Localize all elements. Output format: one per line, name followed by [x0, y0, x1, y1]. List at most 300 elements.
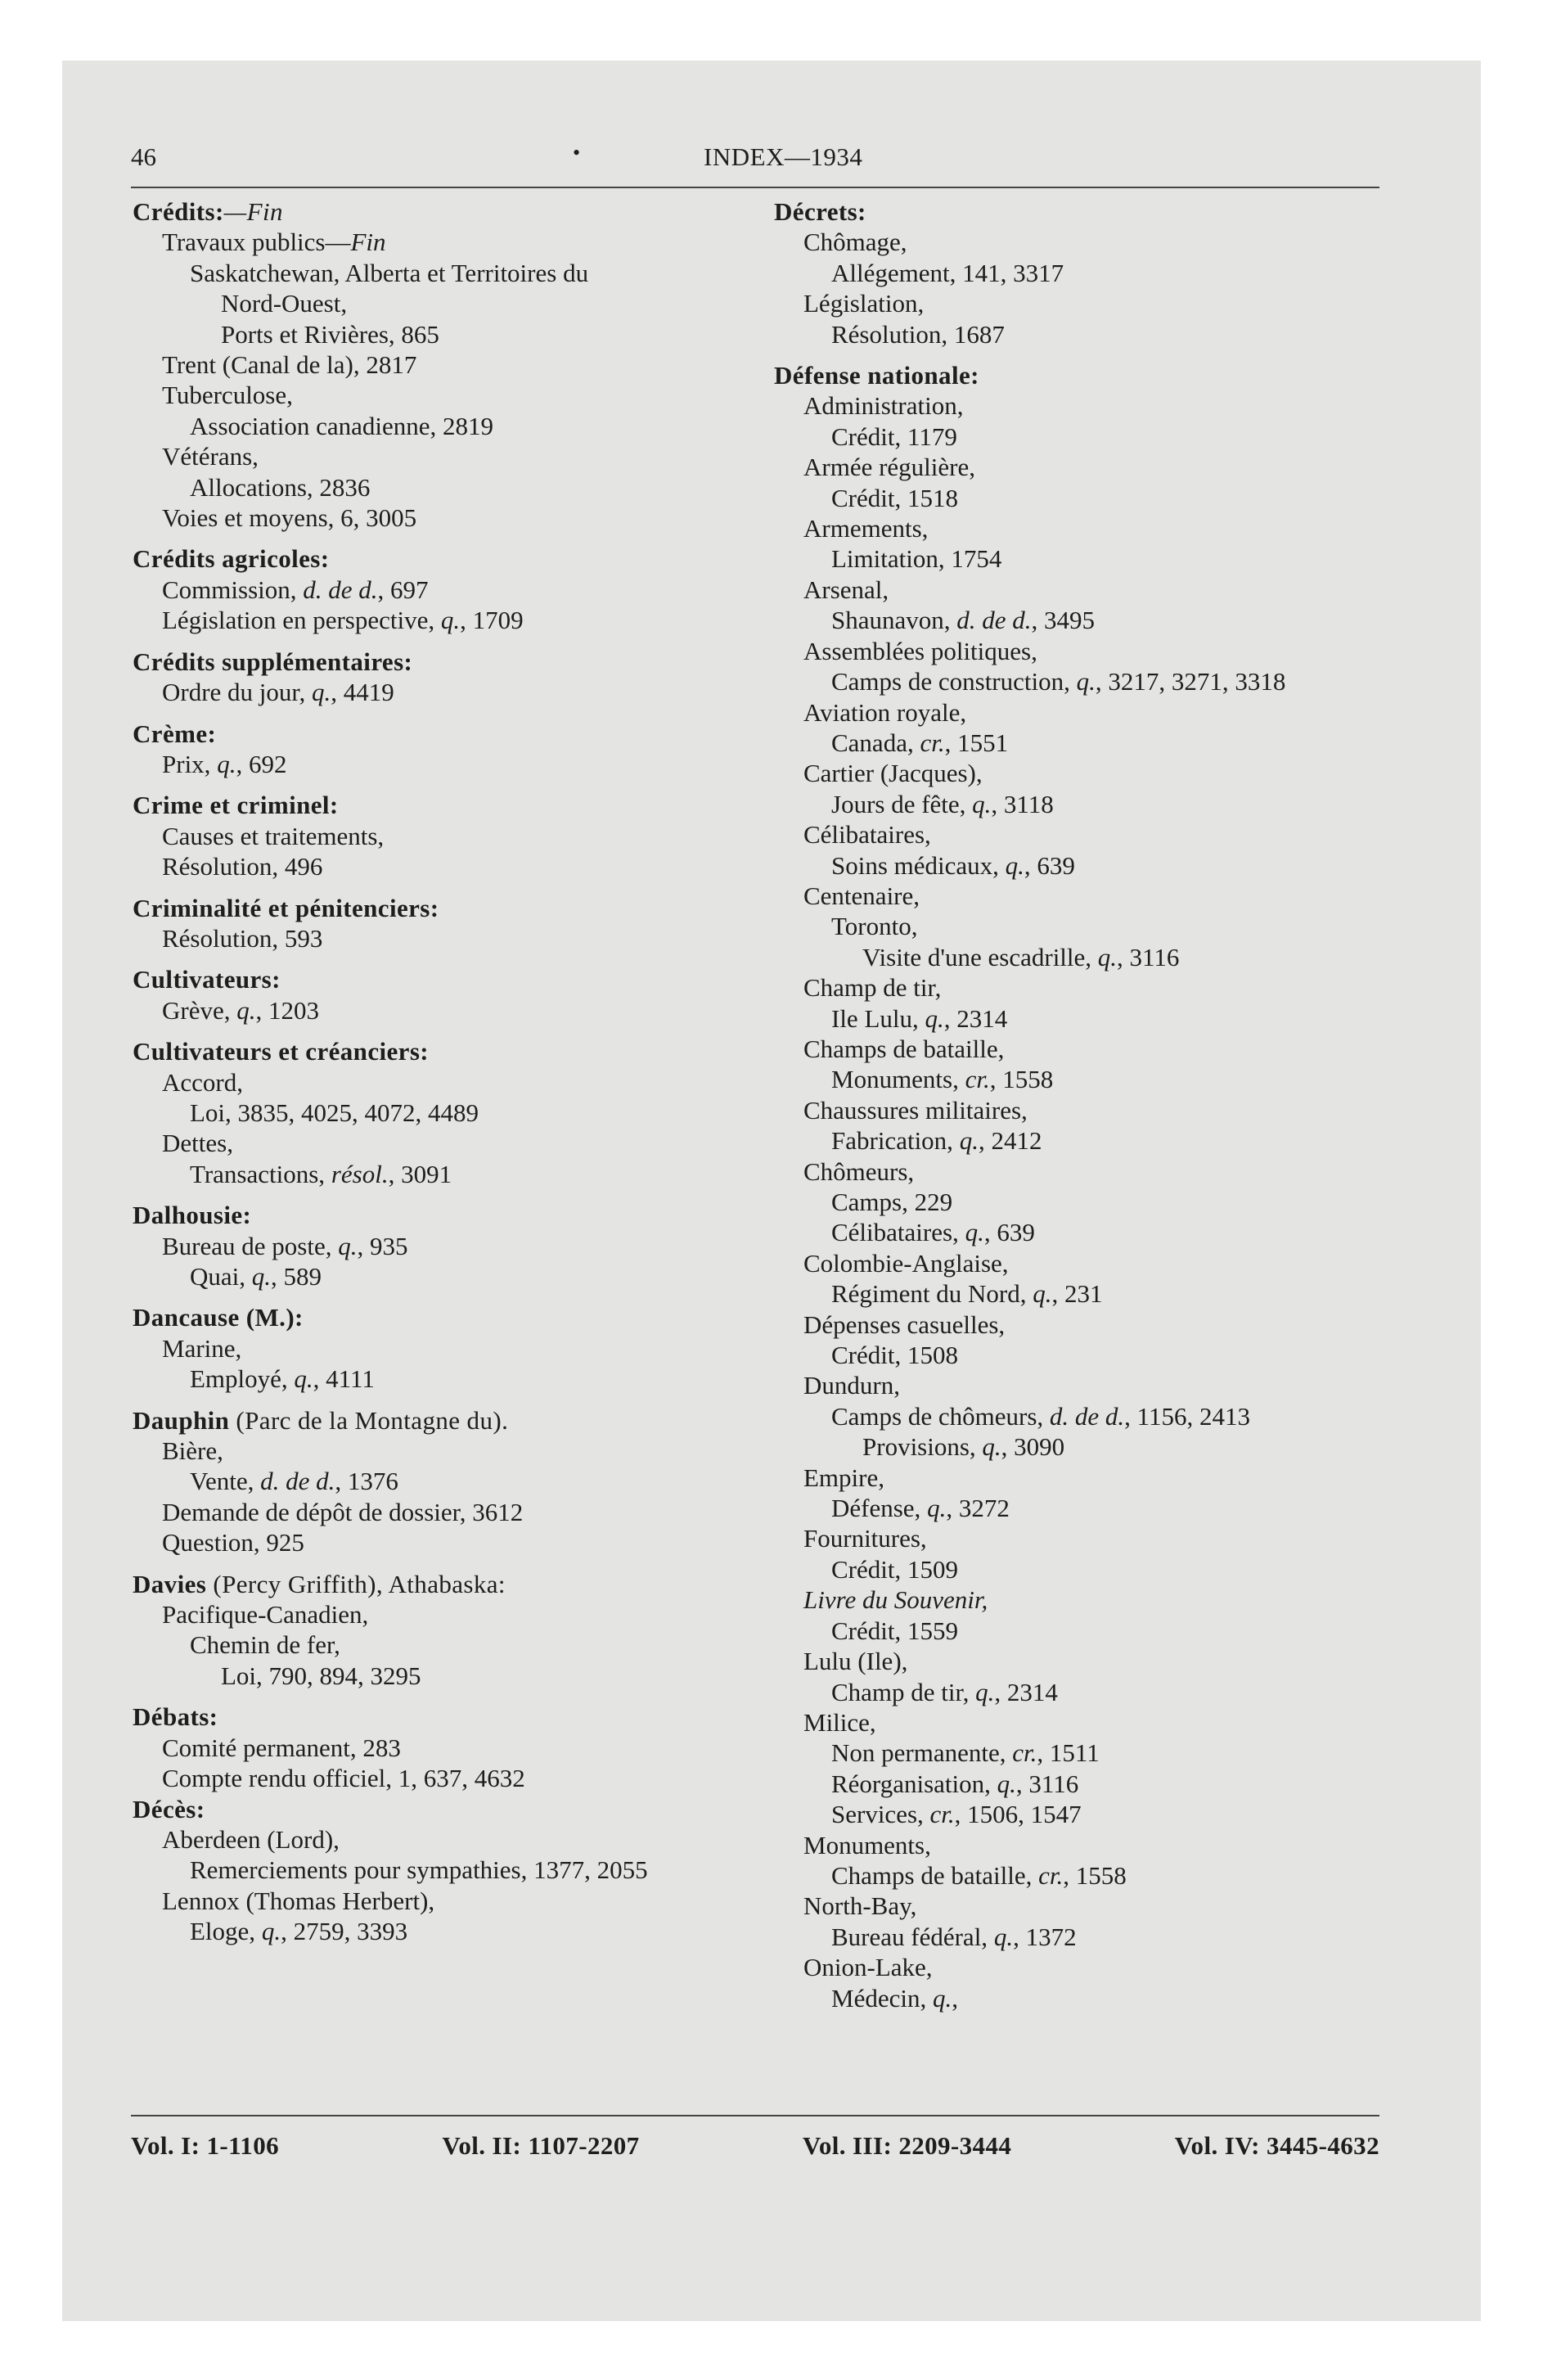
- entry-text: q.: [1033, 1279, 1052, 1309]
- index-entry: [774, 1707, 1453, 1738]
- index-entry: [774, 728, 1453, 758]
- entry-text: Réorganisation,: [831, 1769, 997, 1798]
- entry-text: Livre du Souvenir,: [803, 1585, 988, 1615]
- entry-text: Crédit, 1179: [831, 421, 957, 451]
- entry-text: q.: [925, 1003, 944, 1033]
- heading-text: Dauphin: [133, 1405, 230, 1435]
- entry-text: , 639: [1024, 850, 1075, 880]
- heading-text: Décrets:: [774, 197, 866, 226]
- heading-text: Débats:: [133, 1702, 218, 1732]
- entry-text: Remerciements pour sympathies, 1377, 2055: [190, 1855, 648, 1885]
- entry-text: Compte rendu officiel, 1, 637, 4632: [162, 1764, 525, 1793]
- entry-text: Médecin,: [831, 1983, 933, 2013]
- index-page: [62, 61, 1481, 2321]
- index-entry: [774, 972, 1453, 1003]
- index-entry: [774, 1064, 1453, 1094]
- entry-text: cr.: [965, 1065, 990, 1094]
- entry-text: , 1511: [1037, 1738, 1100, 1768]
- entry-text: , 697: [377, 575, 429, 604]
- index-entry: [133, 1261, 812, 1291]
- index-entry: [774, 697, 1453, 728]
- index-entry: [133, 749, 812, 779]
- entry-text: Résolution, 496: [162, 852, 323, 881]
- entry-text: Trent (Canal de la), 2817: [162, 350, 417, 380]
- index-entry: [774, 1523, 1453, 1553]
- entry-text: Chemin de fer,: [190, 1630, 340, 1660]
- index-entry: [133, 1159, 812, 1189]
- entry-text: Saskatchewan, Alberta et Territoires du: [190, 258, 589, 287]
- entry-text: q.: [975, 1677, 995, 1706]
- entry-text: Provisions,: [862, 1432, 983, 1462]
- entry-text: , 1709: [460, 606, 524, 635]
- entry-text: , 231: [1051, 1279, 1103, 1309]
- index-entry: [133, 1916, 812, 1946]
- entry-text: Champ de tir,: [803, 973, 942, 1003]
- entry-text: q.: [982, 1432, 1001, 1462]
- index-entry: [133, 1364, 812, 1394]
- entry-text: cr.: [920, 728, 945, 757]
- index-entry: [774, 1125, 1453, 1156]
- entry-text: Législation,: [803, 289, 925, 318]
- heading-text: Dancause (M.):: [133, 1303, 304, 1332]
- index-entry: [133, 258, 812, 288]
- entry-text: d. de d.: [303, 575, 378, 604]
- index-entry: [774, 1156, 1453, 1187]
- entry-text: Crédit, 1509: [831, 1554, 958, 1584]
- entry-text: Crédit, 1508: [831, 1341, 958, 1370]
- entry-text: Dundurn,: [803, 1371, 900, 1400]
- entry-text: Bière,: [162, 1436, 223, 1466]
- index-entry: [133, 1763, 812, 1793]
- index-entry: [133, 472, 812, 503]
- entry-text: Limitation, 1754: [831, 544, 1002, 574]
- footer-vol-2: Vol. II: 1107-2207: [442, 2131, 640, 2160]
- entry-text: Défense,: [831, 1494, 928, 1523]
- entry-text: Chômage,: [803, 228, 907, 257]
- index-entry: [133, 1733, 812, 1763]
- entry-text: Célibataires,: [803, 820, 931, 850]
- entry-text: Ordre du jour,: [162, 678, 312, 707]
- entry-text: q.: [1005, 850, 1024, 880]
- entry-text: q.: [932, 1983, 952, 2013]
- entry-text: Résolution, 593: [162, 923, 323, 953]
- index-entry: [774, 1738, 1453, 1768]
- entry-text: , 589: [271, 1262, 322, 1291]
- entry-text: Bureau fédéral,: [831, 1922, 994, 1951]
- entry-text: Aviation royale,: [803, 697, 967, 727]
- entry-text: Armements,: [803, 514, 929, 543]
- entry-text: Canada,: [831, 728, 920, 757]
- entry-text: Arsenal,: [803, 575, 889, 604]
- entry-text: q.: [959, 1126, 979, 1156]
- entry-text: Vente,: [190, 1467, 261, 1496]
- index-entry: [133, 503, 812, 533]
- entry-text: Tuberculose,: [162, 381, 293, 410]
- entry-text: Toronto,: [831, 912, 918, 941]
- entry-text: Loi, 790, 894, 3295: [221, 1661, 421, 1690]
- entry-text: q.: [997, 1769, 1016, 1798]
- index-entry: [774, 513, 1453, 543]
- index-entry: [774, 758, 1453, 788]
- index-entry: [774, 319, 1453, 349]
- entry-text: Bureau de poste,: [162, 1231, 339, 1260]
- entry-text: Commission,: [162, 575, 304, 604]
- entry-text: , 639: [983, 1218, 1035, 1247]
- index-entry: [133, 995, 812, 1025]
- entry-text: Loi, 3835, 4025, 4072, 4489: [190, 1098, 479, 1127]
- index-entry: [774, 1799, 1453, 1829]
- index-entry: [774, 789, 1453, 819]
- index-entry: [133, 1599, 812, 1629]
- index-heading: [133, 1702, 812, 1732]
- entry-text: , 3116: [1117, 942, 1180, 971]
- entry-text: Association canadienne, 2819: [190, 411, 494, 440]
- entry-text: q.: [236, 995, 256, 1025]
- entry-text: q.: [251, 1262, 272, 1291]
- entry-text: Législation en perspective,: [162, 606, 441, 635]
- index-entry: [774, 1095, 1453, 1125]
- entry-text: q.: [972, 789, 992, 818]
- entry-text: Pacifique-Canadien,: [162, 1600, 369, 1629]
- entry-text: Crédit, 1559: [831, 1616, 958, 1645]
- entry-text: q.: [927, 1494, 947, 1523]
- index-entry: [774, 666, 1453, 696]
- entry-text: , 1558: [989, 1065, 1054, 1094]
- entry-text: Marine,: [162, 1333, 242, 1363]
- heading-text: Davies: [133, 1569, 207, 1598]
- header-rule: [131, 187, 1379, 188]
- index-heading: [133, 1302, 812, 1332]
- index-entry: [133, 319, 812, 349]
- entry-text: d. de d.: [260, 1467, 335, 1496]
- entry-text: Services,: [831, 1800, 930, 1829]
- entry-text: Résolution, 1687: [831, 319, 1005, 349]
- index-entry: [774, 1309, 1453, 1340]
- page-header: [131, 142, 1379, 178]
- index-heading: [133, 647, 812, 677]
- entry-text: Nord-Ouest,: [221, 289, 348, 318]
- index-entry: [774, 1646, 1453, 1676]
- index-entry: [774, 1952, 1453, 1982]
- index-entry: [774, 1217, 1453, 1247]
- entry-text: Crédit, 1518: [831, 483, 958, 512]
- entry-text: Jours de fête,: [831, 789, 973, 818]
- index-entry: [774, 288, 1453, 318]
- entry-text: Allocations, 2836: [190, 472, 371, 502]
- entry-text: , 2412: [978, 1126, 1042, 1156]
- index-entry: [774, 390, 1453, 421]
- entry-text: q.: [338, 1231, 358, 1260]
- entry-text: Chaussures militaires,: [803, 1095, 1028, 1125]
- index-entry: [133, 1231, 812, 1261]
- footer-vol-1: Vol. I: 1-1106: [131, 2131, 280, 2160]
- index-heading: [133, 893, 812, 923]
- entry-text: , 1506, 1547: [954, 1800, 1082, 1829]
- entry-text: Milice,: [803, 1707, 876, 1737]
- entry-text: , 4111: [313, 1364, 375, 1394]
- entry-italic-tail: Fin: [350, 228, 386, 257]
- entry-text: Demande de dépôt de dossier, 3612: [162, 1497, 524, 1526]
- entry-text: , 3272: [946, 1494, 1010, 1523]
- index-entry: [774, 850, 1453, 881]
- entry-text: Camps de construction,: [831, 667, 1077, 696]
- entry-text: Assemblées politiques,: [803, 636, 1037, 665]
- entry-text: , 3091: [388, 1159, 452, 1188]
- entry-text: Champs de bataille,: [803, 1034, 1005, 1063]
- entry-text: Dépenses casuelles,: [803, 1309, 1006, 1339]
- entry-text: Centenaire,: [803, 881, 920, 910]
- entry-text: , 2314: [943, 1003, 1008, 1033]
- entry-text: cr.: [1012, 1738, 1037, 1768]
- index-entry: [133, 349, 812, 380]
- heading-text: Cultivateurs et créanciers:: [133, 1037, 430, 1066]
- entry-text: Soins médicaux,: [831, 850, 1006, 880]
- entry-text: q.: [440, 606, 461, 635]
- index-entry: [774, 421, 1453, 452]
- header-bullet: •: [573, 141, 581, 165]
- entry-text: Employé,: [190, 1364, 295, 1394]
- entry-text: , 3090: [1001, 1432, 1065, 1462]
- heading-text: Crème:: [133, 719, 217, 748]
- index-entry: [133, 288, 812, 318]
- entry-text: , 3217, 3271, 3318: [1095, 667, 1286, 696]
- heading-text: Crime et criminel:: [133, 791, 339, 820]
- index-entry: [774, 605, 1453, 635]
- entry-text: Eloge,: [190, 1917, 262, 1946]
- entry-text: , 2314: [994, 1677, 1058, 1706]
- entry-text: , 1156, 2413: [1124, 1401, 1251, 1431]
- index-entry: [774, 1278, 1453, 1309]
- index-entry: [133, 821, 812, 851]
- index-entry: [133, 1098, 812, 1128]
- index-entry: [774, 881, 1453, 911]
- index-entry: [774, 1463, 1453, 1493]
- entry-text: Administration,: [803, 391, 964, 421]
- entry-text: Monuments,: [803, 1830, 931, 1859]
- entry-text: q.: [965, 1218, 984, 1247]
- index-entry: [133, 1855, 812, 1885]
- entry-text: , 3495: [1031, 606, 1096, 635]
- index-entry: [133, 1824, 812, 1855]
- heading-rest: (Parc de la Montagne du).: [229, 1405, 509, 1435]
- entry-text: , 3118: [991, 789, 1054, 818]
- entry-text: Empire,: [803, 1463, 884, 1492]
- entry-text: Cartier (Jacques),: [803, 759, 983, 788]
- entry-text: , 3116: [1015, 1769, 1079, 1798]
- entry-text: Transactions,: [190, 1159, 331, 1188]
- heading-text: Crédits agricoles:: [133, 544, 330, 574]
- heading-text: Criminalité et pénitenciers:: [133, 893, 439, 922]
- index-heading: [133, 790, 812, 820]
- entry-text: Champ de tir,: [831, 1677, 976, 1706]
- entry-text: , 2759, 3393: [281, 1917, 408, 1946]
- entry-text: , 4419: [331, 678, 394, 707]
- index-entry: [133, 851, 812, 881]
- index-entry: [774, 452, 1453, 482]
- index-entry: [774, 1677, 1453, 1707]
- index-heading: [133, 543, 812, 574]
- page-title: INDEX—1934: [704, 142, 863, 171]
- entry-text: q.: [1076, 667, 1096, 696]
- index-entry: [774, 1401, 1453, 1431]
- index-entry: [774, 1034, 1453, 1064]
- entry-text: Comité permanent, 283: [162, 1733, 401, 1762]
- index-heading: [133, 1405, 812, 1436]
- entry-text: Camps, 229: [831, 1188, 953, 1216]
- entry-text: q.: [261, 1917, 281, 1946]
- index-heading: [133, 1794, 812, 1824]
- entry-text: Non permanente,: [831, 1738, 1013, 1768]
- entry-text: Quai,: [190, 1262, 252, 1291]
- index-entry: [774, 1370, 1453, 1400]
- index-entry: [774, 1493, 1453, 1523]
- volume-footer: [131, 2131, 1379, 2161]
- index-entry: [133, 575, 812, 605]
- index-entry: [774, 1616, 1453, 1646]
- index-entry: [774, 1769, 1453, 1799]
- index-entry: [774, 1891, 1453, 1921]
- index-entry: [133, 1436, 812, 1466]
- index-entry: [133, 1661, 812, 1691]
- index-entry: [774, 1003, 1453, 1034]
- index-entry: [133, 1886, 812, 1916]
- index-entry: [774, 483, 1453, 513]
- index-entry: [774, 543, 1453, 574]
- entry-text: Voies et moyens, 6, 3005: [162, 503, 417, 533]
- entry-text: d. de d.: [956, 606, 1032, 635]
- index-entry: [133, 923, 812, 953]
- index-entry: [133, 605, 812, 635]
- index-heading: [133, 1200, 812, 1230]
- entry-text: , 692: [236, 749, 287, 778]
- entry-text: Aberdeen (Lord),: [162, 1824, 340, 1854]
- entry-text: cr.: [929, 1800, 955, 1829]
- heading-text: Décès:: [133, 1794, 205, 1823]
- index-entry: [133, 1067, 812, 1098]
- entry-text: q.: [217, 749, 236, 778]
- heading-text: Crédits:: [133, 197, 224, 226]
- entry-text: Onion-Lake,: [803, 1953, 933, 1982]
- entry-text: Armée régulière,: [803, 453, 975, 482]
- index-entry: [133, 1497, 812, 1527]
- index-heading: [774, 196, 1453, 227]
- index-entry: [133, 1333, 812, 1364]
- entry-text: Lulu (Ile),: [803, 1647, 908, 1676]
- index-entry: [774, 1248, 1453, 1278]
- entry-text: Célibataires,: [831, 1218, 965, 1247]
- index-entry: [774, 1860, 1453, 1891]
- entry-text: Allégement, 141, 3317: [831, 258, 1064, 287]
- index-entry: [774, 1554, 1453, 1584]
- index-entry: [133, 1629, 812, 1660]
- entry-text: ,: [952, 1983, 958, 2013]
- entry-text: Dettes,: [162, 1129, 233, 1158]
- entry-text: Prix,: [162, 749, 218, 778]
- index-heading: [133, 1036, 812, 1066]
- entry-text: Chômeurs,: [803, 1156, 915, 1186]
- index-entry: [133, 1466, 812, 1496]
- heading-text: Défense nationale:: [774, 361, 979, 390]
- entry-text: Travaux publics—: [162, 228, 351, 257]
- heading-rest: —Fin: [223, 197, 283, 226]
- index-heading: [133, 719, 812, 749]
- index-entry: [774, 1830, 1453, 1860]
- entry-text: Accord,: [162, 1067, 243, 1097]
- index-entry: [774, 575, 1453, 605]
- footer-vol-3: Vol. III: 2209-3444: [802, 2131, 1012, 2160]
- index-heading: [133, 1569, 812, 1599]
- entry-text: , 1551: [944, 728, 1009, 757]
- page-number: 46: [131, 142, 156, 171]
- index-entry: [774, 942, 1453, 972]
- index-entry: [133, 411, 812, 441]
- entry-text: , 1376: [335, 1467, 398, 1496]
- entry-text: cr.: [1038, 1860, 1064, 1890]
- index-heading: [774, 360, 1453, 390]
- heading-rest: (Percy Griffith), Athabaska:: [206, 1569, 506, 1598]
- entry-text: q.: [993, 1922, 1014, 1951]
- entry-text: Visite d'une escadrille,: [862, 942, 1098, 971]
- entry-text: , 1372: [1013, 1922, 1077, 1951]
- left-column: [133, 196, 812, 1947]
- entry-text: Vétérans,: [162, 442, 259, 471]
- heading-text: Dalhousie:: [133, 1201, 252, 1230]
- index-entry: [774, 636, 1453, 666]
- entry-text: North-Bay,: [803, 1891, 917, 1921]
- entry-text: Question, 925: [162, 1528, 304, 1557]
- entry-text: , 1203: [255, 995, 319, 1025]
- footer-rule: [131, 2115, 1379, 2116]
- heading-text: Crédits supplémentaires:: [133, 647, 413, 676]
- entry-text: résol.: [331, 1159, 389, 1188]
- entry-text: , 1558: [1063, 1860, 1127, 1890]
- heading-text: Cultivateurs:: [133, 965, 281, 994]
- index-entry: [774, 1431, 1453, 1462]
- entry-text: Fournitures,: [803, 1524, 927, 1553]
- index-entry: [133, 227, 812, 257]
- entry-text: Fabrication,: [831, 1126, 960, 1156]
- index-entry: [774, 819, 1453, 850]
- entry-text: Camps de chômeurs,: [831, 1401, 1050, 1431]
- index-entry: [133, 677, 812, 707]
- index-entry: [774, 1340, 1453, 1370]
- entry-text: Ile Lulu,: [831, 1003, 925, 1033]
- index-entry: [133, 441, 812, 471]
- index-heading: [133, 196, 812, 227]
- entry-text: Monuments,: [831, 1065, 965, 1094]
- right-column: [774, 196, 1453, 2013]
- index-entry: [133, 380, 812, 410]
- entry-text: Grève,: [162, 995, 237, 1025]
- index-entry: [774, 1983, 1453, 2013]
- footer-vol-4: Vol. IV: 3445-4632: [1174, 2131, 1379, 2160]
- entry-text: d. de d.: [1049, 1401, 1125, 1431]
- index-entry: [774, 1187, 1453, 1217]
- entry-text: , 935: [357, 1231, 408, 1260]
- entry-text: Régiment du Nord,: [831, 1279, 1033, 1309]
- entry-text: Colombie-Anglaise,: [803, 1248, 1009, 1278]
- entry-text: q.: [312, 678, 331, 707]
- index-entry: [774, 1922, 1453, 1952]
- index-entry: [133, 1128, 812, 1158]
- index-entry: [133, 1527, 812, 1557]
- entry-text: Ports et Rivières, 865: [221, 319, 439, 349]
- index-entry: [774, 258, 1453, 288]
- entry-text: Champs de bataille,: [831, 1860, 1039, 1890]
- entry-text: Shaunavon,: [831, 606, 957, 635]
- entry-text: q.: [1097, 942, 1118, 971]
- entry-text: Lennox (Thomas Herbert),: [162, 1886, 435, 1915]
